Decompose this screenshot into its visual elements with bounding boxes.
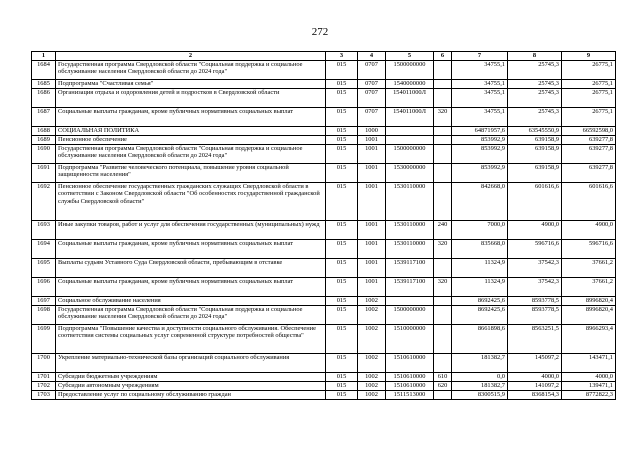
- ministry-code: 015: [326, 278, 358, 297]
- amount-2022: 34755,1: [452, 80, 508, 89]
- section-code: 0707: [358, 80, 386, 89]
- amount-2022: 842668,0: [452, 183, 508, 221]
- expense-type-code: 240: [434, 221, 452, 240]
- amount-2024: 26775,1: [562, 108, 616, 127]
- amount-2022: 11324,9: [452, 259, 508, 278]
- section-code: 1002: [358, 354, 386, 373]
- row-number: 1703: [32, 391, 56, 400]
- row-description: Подпрограмма "Повышение качества и доступности социального обслуживания. Обеспечение соответствия системы социальных услуг современной структуре потребностей общества": [56, 325, 326, 354]
- target-article-code: 1510610000: [386, 373, 434, 382]
- amount-2024: 26775,1: [562, 89, 616, 108]
- ministry-code: 015: [326, 240, 358, 259]
- section-code: 1002: [358, 306, 386, 325]
- ministry-code: 015: [326, 61, 358, 80]
- table-row: [32, 108, 616, 127]
- ministry-code: 015: [326, 297, 358, 306]
- ministry-code: 015: [326, 306, 358, 325]
- amount-2022: 8300515,9: [452, 391, 508, 400]
- table-row: [32, 297, 616, 306]
- amount-2023: 37542,3: [508, 278, 562, 297]
- amount-2023: 37542,3: [508, 259, 562, 278]
- amount-2023: 639158,9: [508, 145, 562, 164]
- table-row: [32, 391, 616, 400]
- amount-2023: 4900,0: [508, 221, 562, 240]
- table-row: [32, 354, 616, 373]
- amount-2024: 66592598,0: [562, 127, 616, 136]
- ministry-code: 015: [326, 221, 358, 240]
- target-article-code: 1530110000: [386, 240, 434, 259]
- target-article-code: 1511513000: [386, 391, 434, 400]
- row-number: 1688: [32, 127, 56, 136]
- row-number: 1687: [32, 108, 56, 127]
- amount-2022: 7000,0: [452, 221, 508, 240]
- expense-type-code: [434, 164, 452, 183]
- row-number: 1698: [32, 306, 56, 325]
- target-article-code: 1510610000: [386, 354, 434, 373]
- amount-2023: 25745,3: [508, 89, 562, 108]
- row-number: 1702: [32, 382, 56, 391]
- row-number: 1692: [32, 183, 56, 221]
- row-description: Социальные выплаты гражданам, кроме публичных нормативных социальных выплат: [56, 240, 326, 259]
- target-article-code: 154011000Л: [386, 89, 434, 108]
- ministry-code: 015: [326, 136, 358, 145]
- expense-type-code: 620: [434, 382, 452, 391]
- table-body: [32, 61, 616, 400]
- row-number: 1699: [32, 325, 56, 354]
- amount-2023: 8563251,5: [508, 325, 562, 354]
- row-description: Субсидии автономным учреждениям: [56, 382, 326, 391]
- amount-2022: 181382,7: [452, 354, 508, 373]
- row-number: 1694: [32, 240, 56, 259]
- target-article-code: [386, 136, 434, 145]
- section-code: 1001: [358, 164, 386, 183]
- amount-2024: 639277,8: [562, 164, 616, 183]
- section-code: 1002: [358, 373, 386, 382]
- row-description: Предоставление услуг по социальному обслуживанию граждан: [56, 391, 326, 400]
- table-row: [32, 382, 616, 391]
- row-number: 1696: [32, 278, 56, 297]
- amount-2022: 34755,1: [452, 108, 508, 127]
- expense-type-code: 320: [434, 278, 452, 297]
- section-code: 1001: [358, 136, 386, 145]
- ministry-code: 015: [326, 127, 358, 136]
- row-description: Подпрограмма "Развитие человеческого потенциала, повышение уровня социальной защищенности населения": [56, 164, 326, 183]
- row-description: Социальное обслуживание населения: [56, 297, 326, 306]
- ministry-code: 015: [326, 391, 358, 400]
- column-header: 5: [386, 52, 434, 61]
- amount-2023: 25745,3: [508, 108, 562, 127]
- amount-2023: 639158,9: [508, 136, 562, 145]
- section-code: 0707: [358, 61, 386, 80]
- section-code: 1002: [358, 297, 386, 306]
- target-article-code: 1500000000: [386, 306, 434, 325]
- section-code: 1001: [358, 221, 386, 240]
- expense-type-code: 320: [434, 108, 452, 127]
- column-header: 1: [32, 52, 56, 61]
- table-row: [32, 127, 616, 136]
- row-number: 1701: [32, 373, 56, 382]
- amount-2022: 0,0: [452, 373, 508, 382]
- target-article-code: 1510000000: [386, 325, 434, 354]
- expense-type-code: 610: [434, 373, 452, 382]
- amount-2022: 853992,9: [452, 136, 508, 145]
- target-article-code: [386, 297, 434, 306]
- row-description: Социальные выплаты гражданам, кроме публичных нормативных социальных выплат: [56, 108, 326, 127]
- amount-2022: 853992,9: [452, 145, 508, 164]
- ministry-code: 015: [326, 183, 358, 221]
- row-description: Государственная программа Свердловской области "Социальная поддержка и социальное обслуживание населения Свердловской области до 2024 года": [56, 145, 326, 164]
- amount-2022: 8692425,6: [452, 297, 508, 306]
- column-header: 3: [326, 52, 358, 61]
- section-code: 1001: [358, 145, 386, 164]
- section-code: 1002: [358, 325, 386, 354]
- ministry-code: 015: [326, 164, 358, 183]
- row-description: Социальные выплаты гражданам, кроме публичных нормативных социальных выплат: [56, 278, 326, 297]
- target-article-code: 1530000000: [386, 164, 434, 183]
- row-number: 1690: [32, 145, 56, 164]
- ministry-code: 015: [326, 108, 358, 127]
- row-description: Подпрограмма "Счастливая семья": [56, 80, 326, 89]
- amount-2024: 8996820,4: [562, 297, 616, 306]
- ministry-code: 015: [326, 145, 358, 164]
- ministry-code: 015: [326, 382, 358, 391]
- table-row: [32, 136, 616, 145]
- table-row: [32, 259, 616, 278]
- section-code: 1000: [358, 127, 386, 136]
- section-code: 1002: [358, 391, 386, 400]
- table-row: [32, 325, 616, 354]
- amount-2023: 145097,2: [508, 354, 562, 373]
- row-description: Субсидии бюджетным учреждениям: [56, 373, 326, 382]
- row-description: Иные закупки товаров, работ и услуг для обеспечения государственных (муниципальных) нужд: [56, 221, 326, 240]
- expense-type-code: [434, 391, 452, 400]
- table-row: [32, 61, 616, 80]
- budget-table: [31, 51, 616, 400]
- amount-2023: 601616,6: [508, 183, 562, 221]
- row-number: 1695: [32, 259, 56, 278]
- amount-2024: 8966293,4: [562, 325, 616, 354]
- ministry-code: 015: [326, 354, 358, 373]
- expense-type-code: [434, 354, 452, 373]
- expense-type-code: [434, 127, 452, 136]
- amount-2023: 8368154,3: [508, 391, 562, 400]
- target-article-code: 154011000Л: [386, 108, 434, 127]
- target-article-code: 1500000000: [386, 61, 434, 80]
- target-article-code: 1539117100: [386, 259, 434, 278]
- expense-type-code: [434, 145, 452, 164]
- amount-2023: 8593778,5: [508, 297, 562, 306]
- column-header: 6: [434, 52, 452, 61]
- row-number: 1697: [32, 297, 56, 306]
- target-article-code: 1510610000: [386, 382, 434, 391]
- ministry-code: 015: [326, 89, 358, 108]
- table-row: [32, 278, 616, 297]
- amount-2022: 181382,7: [452, 382, 508, 391]
- section-code: 1001: [358, 183, 386, 221]
- amount-2024: 143471,1: [562, 354, 616, 373]
- amount-2024: 639277,8: [562, 136, 616, 145]
- ministry-code: 015: [326, 373, 358, 382]
- ministry-code: 015: [326, 80, 358, 89]
- row-description: Пенсионное обеспечение: [56, 136, 326, 145]
- amount-2023: 63545550,9: [508, 127, 562, 136]
- amount-2024: 26775,1: [562, 61, 616, 80]
- amount-2024: 596716,6: [562, 240, 616, 259]
- row-description: Выплаты судьям Уставного Суда Свердловской области, пребывающим в отставке: [56, 259, 326, 278]
- table-row: [32, 240, 616, 259]
- amount-2022: 34755,1: [452, 61, 508, 80]
- expense-type-code: [434, 89, 452, 108]
- amount-2022: 64871957,6: [452, 127, 508, 136]
- expense-type-code: [434, 136, 452, 145]
- target-article-code: 1539117100: [386, 278, 434, 297]
- row-number: 1691: [32, 164, 56, 183]
- amount-2023: 639158,9: [508, 164, 562, 183]
- amount-2024: 37661,2: [562, 259, 616, 278]
- amount-2024: 139471,1: [562, 382, 616, 391]
- amount-2024: 4000,0: [562, 373, 616, 382]
- section-code: 1001: [358, 240, 386, 259]
- row-description: Государственная программа Свердловской области "Социальная поддержка и социальное обслуживание населения Свердловской области до 2024 года": [56, 61, 326, 80]
- target-article-code: [386, 127, 434, 136]
- amount-2022: 835668,0: [452, 240, 508, 259]
- column-header: 8: [508, 52, 562, 61]
- table-row: [32, 89, 616, 108]
- amount-2023: 141097,2: [508, 382, 562, 391]
- amount-2023: 8593778,5: [508, 306, 562, 325]
- page-number: 272: [311, 26, 329, 38]
- table-row: [32, 306, 616, 325]
- row-description: Государственная программа Свердловской области "Социальная поддержка и социальное обслуживание населения Свердловской области до 2024 года": [56, 306, 326, 325]
- target-article-code: 1530110000: [386, 221, 434, 240]
- table-row: [32, 221, 616, 240]
- row-number: 1686: [32, 89, 56, 108]
- ministry-code: 015: [326, 259, 358, 278]
- table-row: [32, 145, 616, 164]
- target-article-code: 1530110000: [386, 183, 434, 221]
- row-number: 1700: [32, 354, 56, 373]
- column-header: 4: [358, 52, 386, 61]
- section-code: 0707: [358, 89, 386, 108]
- amount-2024: 8772822,3: [562, 391, 616, 400]
- table-row: [32, 373, 616, 382]
- expense-type-code: [434, 297, 452, 306]
- table-row: [32, 80, 616, 89]
- expense-type-code: [434, 61, 452, 80]
- amount-2024: 26775,1: [562, 80, 616, 89]
- section-code: 1001: [358, 278, 386, 297]
- column-header: 2: [56, 52, 326, 61]
- row-description: Пенсионное обеспечение государственных гражданских служащих Свердловской области в соответствии с Законом Свердловской области "Об особенностях государственной гражданской службы Свердловской области": [56, 183, 326, 221]
- amount-2022: 8692425,6: [452, 306, 508, 325]
- row-number: 1684: [32, 61, 56, 80]
- section-code: 1001: [358, 259, 386, 278]
- row-number: 1685: [32, 80, 56, 89]
- ministry-code: 015: [326, 325, 358, 354]
- row-description: Организация отдыха и оздоровления детей и подростков в Свердловской области: [56, 89, 326, 108]
- column-header: 7: [452, 52, 508, 61]
- row-number: 1689: [32, 136, 56, 145]
- row-number: 1693: [32, 221, 56, 240]
- amount-2023: 25745,3: [508, 61, 562, 80]
- amount-2022: 34755,1: [452, 89, 508, 108]
- amount-2023: 596716,6: [508, 240, 562, 259]
- table-row: [32, 164, 616, 183]
- expense-type-code: 320: [434, 240, 452, 259]
- section-code: 1002: [358, 382, 386, 391]
- section-code: 0707: [358, 108, 386, 127]
- expense-type-code: [434, 306, 452, 325]
- amount-2024: 601616,6: [562, 183, 616, 221]
- target-article-code: 1500000000: [386, 145, 434, 164]
- row-description: Укрепление материально-технической базы организаций социального обслуживания: [56, 354, 326, 373]
- expense-type-code: [434, 325, 452, 354]
- amount-2024: 4900,0: [562, 221, 616, 240]
- amount-2023: 4000,0: [508, 373, 562, 382]
- amount-2022: 853992,9: [452, 164, 508, 183]
- table-header-row: [32, 52, 616, 61]
- amount-2024: 639277,8: [562, 145, 616, 164]
- amount-2022: 8661898,6: [452, 325, 508, 354]
- expense-type-code: [434, 259, 452, 278]
- amount-2024: 8996820,4: [562, 306, 616, 325]
- amount-2022: 11324,9: [452, 278, 508, 297]
- expense-type-code: [434, 80, 452, 89]
- target-article-code: 1540000000: [386, 80, 434, 89]
- expense-type-code: [434, 183, 452, 221]
- column-header: 9: [562, 52, 616, 61]
- amount-2023: 25745,3: [508, 80, 562, 89]
- amount-2024: 37661,2: [562, 278, 616, 297]
- row-description: СОЦИАЛЬНАЯ ПОЛИТИКА: [56, 127, 326, 136]
- table-row: [32, 183, 616, 221]
